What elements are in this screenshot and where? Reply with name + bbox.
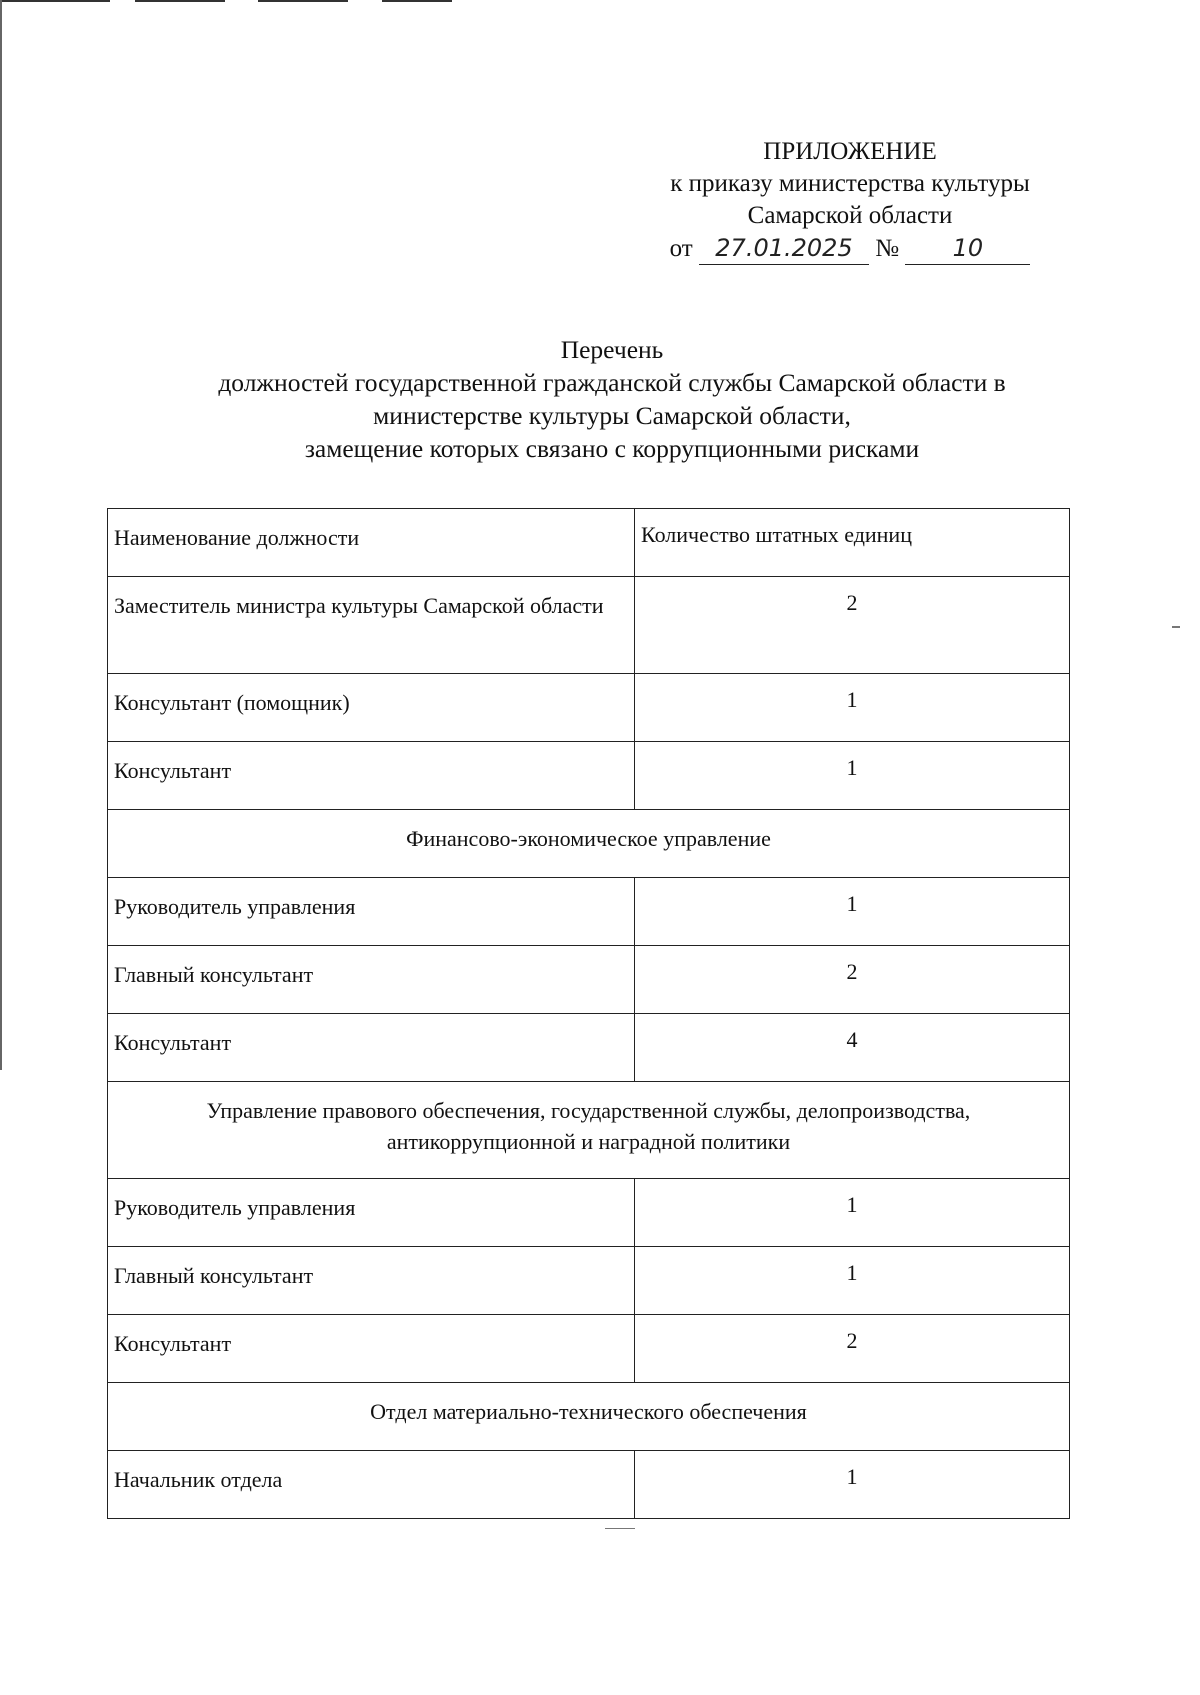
handwritten-date: 27.01.2025 — [699, 232, 869, 265]
section-heading: Отдел материально-технического обеспечения — [108, 1383, 1070, 1451]
title-line-1: Перечень — [560, 335, 664, 364]
count-cell: 1 — [635, 1247, 1070, 1315]
position-cell: Начальник отдела — [108, 1451, 635, 1519]
count-cell: 2 — [635, 1315, 1070, 1383]
table-row — [108, 1247, 1070, 1315]
document-title — [100, 333, 1124, 465]
positions-table — [107, 508, 1070, 1519]
date-prefix: от — [669, 235, 693, 262]
title-line-3: министерстве культуры Самарской области, — [373, 401, 851, 430]
position-cell: Консультант — [108, 1315, 635, 1383]
appendix-line-1: к приказу министерства культуры — [670, 170, 1030, 197]
position-cell: Главный консультант — [108, 946, 635, 1014]
count-cell: 1 — [635, 1451, 1070, 1519]
appendix-line-2: Самарской области — [747, 202, 953, 229]
table-row — [108, 577, 1070, 674]
number-sign: № — [875, 235, 900, 262]
position-cell: Консультант (помощник) — [108, 674, 635, 742]
title-line-4: замещение которых связано с коррупционными рисками — [304, 434, 920, 463]
count-cell: 1 — [635, 1179, 1070, 1247]
scan-speck — [605, 1528, 635, 1529]
section-heading — [108, 1082, 1070, 1179]
order-date-line — [600, 232, 1100, 265]
appendix-block — [600, 136, 1100, 265]
position-cell: Руководитель управления — [108, 1179, 635, 1247]
section-heading: Финансово-экономическое управление — [108, 810, 1070, 878]
position-cell: Консультант — [108, 742, 635, 810]
header-position: Наименование должности — [108, 509, 635, 577]
section-row — [108, 810, 1070, 878]
count-cell: 1 — [635, 674, 1070, 742]
table-row — [108, 878, 1070, 946]
table-header-row — [108, 509, 1070, 577]
table-row — [108, 674, 1070, 742]
title-line-2: должностей государственной гражданской службы Самарской области в — [218, 368, 1006, 397]
scan-edge-line — [135, 0, 225, 2]
section-row — [108, 1082, 1070, 1179]
table-row — [108, 1014, 1070, 1082]
count-cell: 1 — [635, 742, 1070, 810]
table-row — [108, 742, 1070, 810]
scan-edge-left — [0, 0, 2, 1070]
header-count: Количество штатных единиц — [635, 509, 1070, 577]
appendix-title: ПРИЛОЖЕНИЕ — [763, 138, 937, 165]
table-row — [108, 1179, 1070, 1247]
scan-edge-line — [382, 0, 452, 2]
position-cell: Главный консультант — [108, 1247, 635, 1315]
table-row — [108, 946, 1070, 1014]
count-cell: 1 — [635, 878, 1070, 946]
section-row — [108, 1383, 1070, 1451]
table-row — [108, 1315, 1070, 1383]
scan-speck — [1172, 626, 1180, 628]
scan-edge-line — [0, 0, 110, 2]
position-cell: Консультант — [108, 1014, 635, 1082]
section-heading-text: Управление правового обеспечения, государственной службы, делопроизводства, антикоррупционной и наградной политики — [206, 1098, 971, 1154]
position-cell: Руководитель управления — [108, 878, 635, 946]
table-row — [108, 1451, 1070, 1519]
position-cell: Заместитель министра культуры Самарской области — [108, 577, 635, 674]
count-cell: 4 — [635, 1014, 1070, 1082]
scan-edge-line — [258, 0, 348, 2]
count-cell: 2 — [635, 946, 1070, 1014]
count-cell: 2 — [635, 577, 1070, 674]
handwritten-number: 10 — [905, 232, 1030, 265]
